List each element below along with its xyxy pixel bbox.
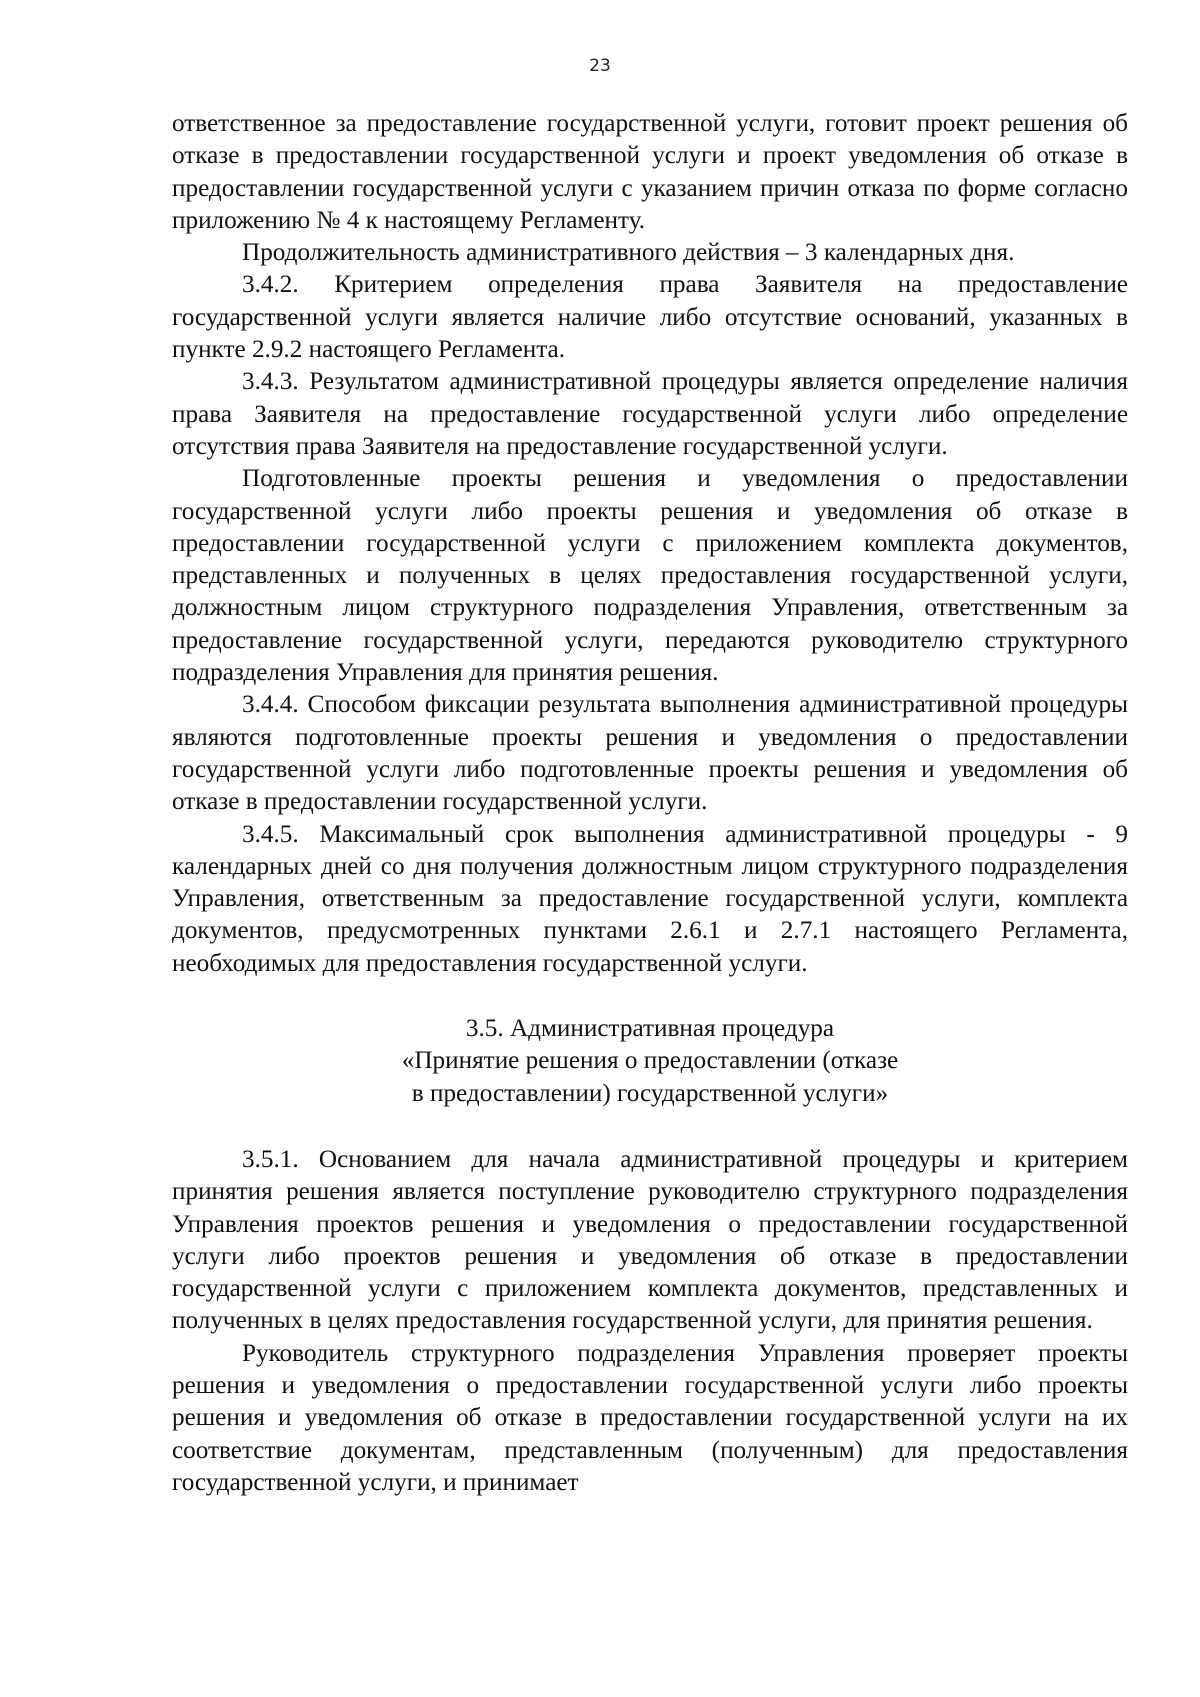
paragraph-head-checks: Руководитель структурного подразделения Управления проверяет проекты решения и уведомления о предоставлении государственной услуги либо проекты решения и уведомления об отказе в предоставлении государственной услуги на их соответствие документам, представленным (полученным) для предоставления государственной услуги, и принимает xyxy=(172,1339,1128,1496)
document-body xyxy=(172,108,1128,1499)
paragraph-3-4-2: 3.4.2. Критерием определения права Заявителя на предоставление государственной услуги является наличие либо отсутствие оснований, указанных в пункте 2.9.2 настоящего Регламента. xyxy=(172,271,1128,364)
paragraph-duration: Продолжительность административного действия – 3 календарных дня. xyxy=(242,239,1015,267)
paragraph-3-5-1: 3.5.1. Основанием для начала административной процедуры и критерием принятия решения является поступление руководителю структурного подразделения Управления проектов решения и уведомления о предоставлении государственной услуги либо проектов решения и уведомления об отказе в предоставлении государственной услуги с приложением комплекта документов, представленных и полученных в целях предоставления государственной услуги, для принятия решения. xyxy=(172,1145,1128,1335)
section-heading-line: в предоставлении) государственной услуги» xyxy=(411,1079,889,1107)
section-heading-3-5 xyxy=(172,1013,1128,1110)
paragraph-continuation: ответственное за предоставление государственной услуги, готовит проект решения об отказе в предоставлении государственной услуги и проект уведомления об отказе в предоставлении государственной услуги с указанием причин отказа по форме согласно приложению № 4 к настоящему Регламенту. xyxy=(172,110,1128,234)
section-heading-line: 3.5. Административная процедура xyxy=(465,1015,835,1043)
page-number: 23 xyxy=(589,56,611,76)
paragraph-3-4-5: 3.4.5. Максимальный срок выполнения административной процедуры - 9 календарных дней со дня получения должностным лицом структурного подразделения Управления, ответственным за предоставление государственной услуги, комплекта документов, предусмотренных пунктами 2.6.1 и 2.7.1 настоящего Регламента, необходимых для предоставления государственной услуги. xyxy=(172,820,1128,977)
section-heading-line: «Принятие решения о предоставлении (отказе xyxy=(401,1047,899,1075)
paragraph-3-4-4: 3.4.4. Способом фиксации результата выполнения административной процедуры являются подготовленные проекты решения и уведомления о предоставлении государственной услуги либо подготовленные проекты решения и уведомления об отказе в предоставлении государственной услуги. xyxy=(172,691,1128,816)
paragraph-prepared-projects: Подготовленные проекты решения и уведомления о предоставлении государственной услуги либо проекты решения и уведомления об отказе в предоставлении государственной услуги с приложением комплекта документов, представленных и полученных в целях предоставления государственной услуги, должностным лицом структурного подразделения Управления, ответственным за предоставление государственной услуги, передаются руководителю структурного подразделения Управления для принятия решения. xyxy=(172,465,1128,687)
paragraph-3-4-3: 3.4.3. Результатом административной процедуры является определение наличия права Заявителя на предоставление государственной услуги либо определение отсутствия права Заявителя на предоставление государственной услуги. xyxy=(172,368,1128,460)
